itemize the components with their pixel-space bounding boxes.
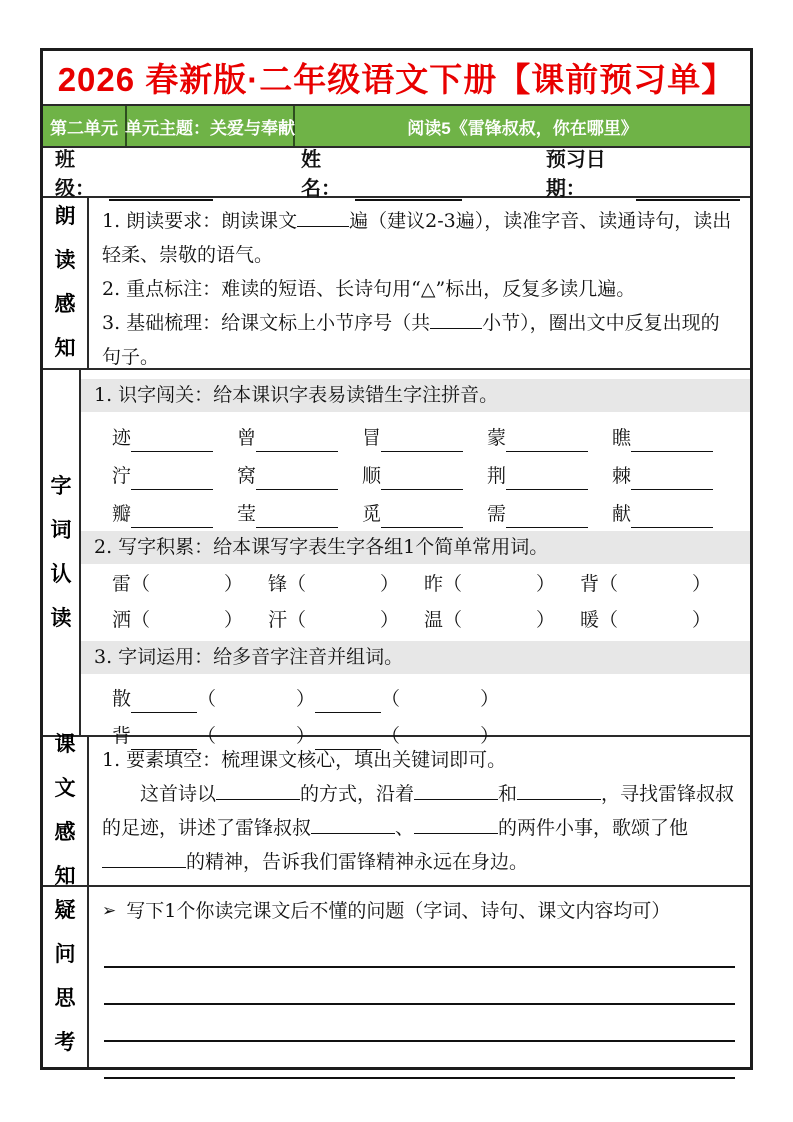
char: 需 — [487, 503, 507, 525]
q2-header: 2. 写字积累：给本课写字表生字各组1个简单常用词。 — [81, 531, 750, 564]
page-title: 2026 春新版·二年级语文下册【课前预习单】 — [57, 61, 736, 98]
section-reading-perception — [43, 198, 750, 370]
fill-blank — [311, 815, 395, 834]
char: 瞧 — [612, 427, 632, 449]
fill-blank — [414, 781, 498, 800]
date-label: 预习日期： — [545, 149, 606, 200]
char: 觅 — [362, 503, 382, 525]
section-label-reading: 朗读感知 — [54, 205, 76, 360]
pinyin-row — [94, 414, 737, 452]
pinyin-blank — [631, 464, 713, 490]
pinyin-blank — [381, 502, 463, 528]
char: 洒 — [112, 609, 132, 631]
kewen-header: 1. 要素填空：梳理课文核心，填出关键词即可。 — [102, 749, 507, 771]
char: 汗 — [268, 609, 288, 631]
fill-blank — [414, 815, 498, 834]
pinyin-blank — [631, 426, 713, 452]
char: 窝 — [237, 465, 257, 487]
reading-item-3: 3. 基础梳理：给课文标上小节序号（共 小节），圈出文中反复出现的句子。 — [102, 312, 720, 368]
kewen-paragraph: 这首诗以 的方式，沿着 和 ，寻找雷锋叔叔的足迹，讲述了雷锋叔叔 、 的两件小事，歌颂了他的精神，告诉我们雷锋精神永远在身边。 — [102, 783, 735, 873]
char: 曾 — [237, 427, 257, 449]
char: 献 — [612, 503, 632, 525]
char: 泞 — [112, 465, 132, 487]
answer-line — [104, 968, 735, 1005]
unit-bar — [43, 106, 750, 148]
q1-header: 1. 识字闯关：给本课识字表易读错生字注拼音。 — [81, 379, 750, 412]
char: 锋 — [268, 573, 288, 595]
pinyin-blank — [256, 502, 338, 528]
pinyin-blank — [256, 426, 338, 452]
pinyin-blank — [506, 426, 588, 452]
char: 背 — [112, 725, 132, 747]
char: 雷 — [112, 573, 132, 595]
pinyin-row — [94, 452, 737, 490]
section-word-recognition — [43, 370, 750, 747]
fill-blank — [216, 781, 300, 800]
char: 昨 — [424, 573, 444, 595]
pinyin-blank — [256, 464, 338, 490]
pinyin-blank — [315, 687, 381, 713]
lesson-title: 阅读5《雷锋叔叔，你在哪里》 — [407, 118, 638, 138]
word-row: 雷 （ ） 锋 （ ） 昨 （ ） 背 （ ） — [94, 566, 737, 602]
arrow-bullet-icon: ➢ — [102, 901, 117, 921]
answer-line — [104, 938, 735, 968]
answer-line — [104, 1042, 735, 1079]
q3-header: 3. 字词运用：给多音字注音并组词。 — [81, 641, 750, 674]
char: 瓣 — [112, 503, 132, 525]
char: 荆 — [487, 465, 507, 487]
pinyin-blank — [131, 464, 213, 490]
pinyin-blank — [131, 502, 213, 528]
word-row: 洒 （ ） 汗 （ ） 温 （ ） 暖 （ ） — [94, 602, 737, 638]
pinyin-blank — [506, 464, 588, 490]
section-label-words: 字词认读 — [50, 474, 72, 630]
fill-blank — [430, 310, 482, 329]
question-prompt: ➢ 写下1个你读完课文后不懂的问题（字词、诗句、课文内容均可） — [102, 893, 737, 929]
char: 顺 — [362, 465, 382, 487]
char: 背 — [580, 573, 600, 595]
fill-blank — [102, 849, 186, 868]
section-label-questions: 疑问思考 — [54, 899, 76, 1054]
class-label: 班级： — [55, 149, 95, 200]
pinyin-blank — [381, 426, 463, 452]
polyphone-row: 散 （ ） （ ） — [94, 676, 737, 713]
pinyin-row — [94, 490, 737, 528]
char: 暖 — [580, 609, 600, 631]
fill-blank — [517, 781, 601, 800]
char: 莹 — [237, 503, 257, 525]
header — [43, 51, 750, 106]
pinyin-blank — [131, 687, 197, 713]
section-label-text: 课文感知 — [54, 733, 76, 888]
unit-number: 第二单元 — [43, 106, 127, 146]
section-questions — [43, 887, 750, 1067]
section-text-comprehension — [43, 733, 750, 888]
pinyin-blank — [506, 502, 588, 528]
pinyin-blank — [631, 502, 713, 528]
answer-line — [104, 1005, 735, 1042]
student-info-row — [43, 148, 750, 198]
reading-item-1: 1. 朗读要求：朗读课文 遍（建议2-3遍），读准字音、读通诗句，读出轻柔、崇敬的语气。 — [102, 210, 732, 266]
char: 迹 — [112, 427, 132, 449]
char: 冒 — [362, 427, 382, 449]
worksheet-page — [40, 48, 753, 1070]
pinyin-blank — [381, 464, 463, 490]
reading-item-2: 2. 重点标注：难读的短语、长诗句用“△”标出，反复多读几遍。 — [102, 278, 636, 300]
polyphone-row: 背 （ ） （ ） — [94, 713, 737, 750]
char: 散 — [112, 688, 132, 710]
unit-theme: 单元主题：关爱与奉献 — [127, 106, 295, 146]
fill-blank — [297, 208, 349, 227]
char: 蒙 — [487, 427, 507, 449]
pinyin-blank — [131, 426, 213, 452]
char: 棘 — [612, 465, 632, 487]
char: 温 — [424, 609, 444, 631]
name-label: 姓名： — [301, 149, 342, 200]
